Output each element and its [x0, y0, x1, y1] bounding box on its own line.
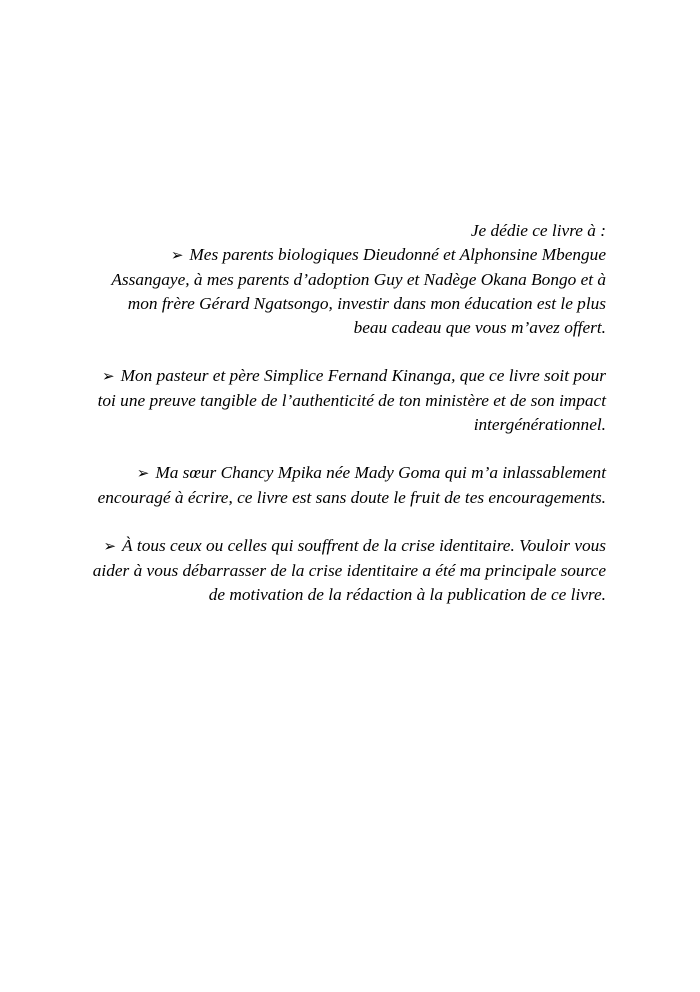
- dedication-item-text: Mon pasteur et père Simplice Fernand Kinanga, que ce livre soit pour toi une preuve tangible de l’authenticité de ton ministère et de son impact intergénérationnel.: [97, 366, 606, 434]
- dedication-item-pastor: [92, 364, 606, 437]
- arrow-bullet-icon: ➢: [102, 369, 115, 385]
- dedication-item-text: Ma sœur Chancy Mpika née Mady Goma qui m’a inlassablement encouragé à écrire, ce livre est sans doute le fruit de tes encouragements.: [97, 463, 606, 507]
- arrow-bullet-icon: ➢: [170, 248, 184, 264]
- dedication-block: [92, 219, 606, 607]
- dedication-intro: Je dédie ce livre à :: [470, 221, 606, 240]
- dedication-item-sister: [92, 461, 606, 510]
- arrow-bullet-icon: ➢: [103, 539, 117, 555]
- dedication-item-parents: [92, 243, 606, 340]
- dedication-item-text: À tous ceux ou celles qui souffrent de la crise identitaire. Vouloir vous aider à vous débarrasser de la crise identitaire a été ma principale source de motivation de la rédaction à la publication de ce livre.: [92, 536, 606, 604]
- dedication-item-text: Mes parents biologiques Dieudonné et Alphonsine Mbengue Assangaye, à mes parents d’adoption Guy et Nadège Okana Bongo et à mon frère Gérard Ngatsongo, investir dans mon éducation est le plus beau cadeau que vous m’avez offert.: [111, 245, 606, 337]
- arrow-bullet-icon: ➢: [136, 466, 150, 482]
- dedication-item-readers: [92, 534, 606, 607]
